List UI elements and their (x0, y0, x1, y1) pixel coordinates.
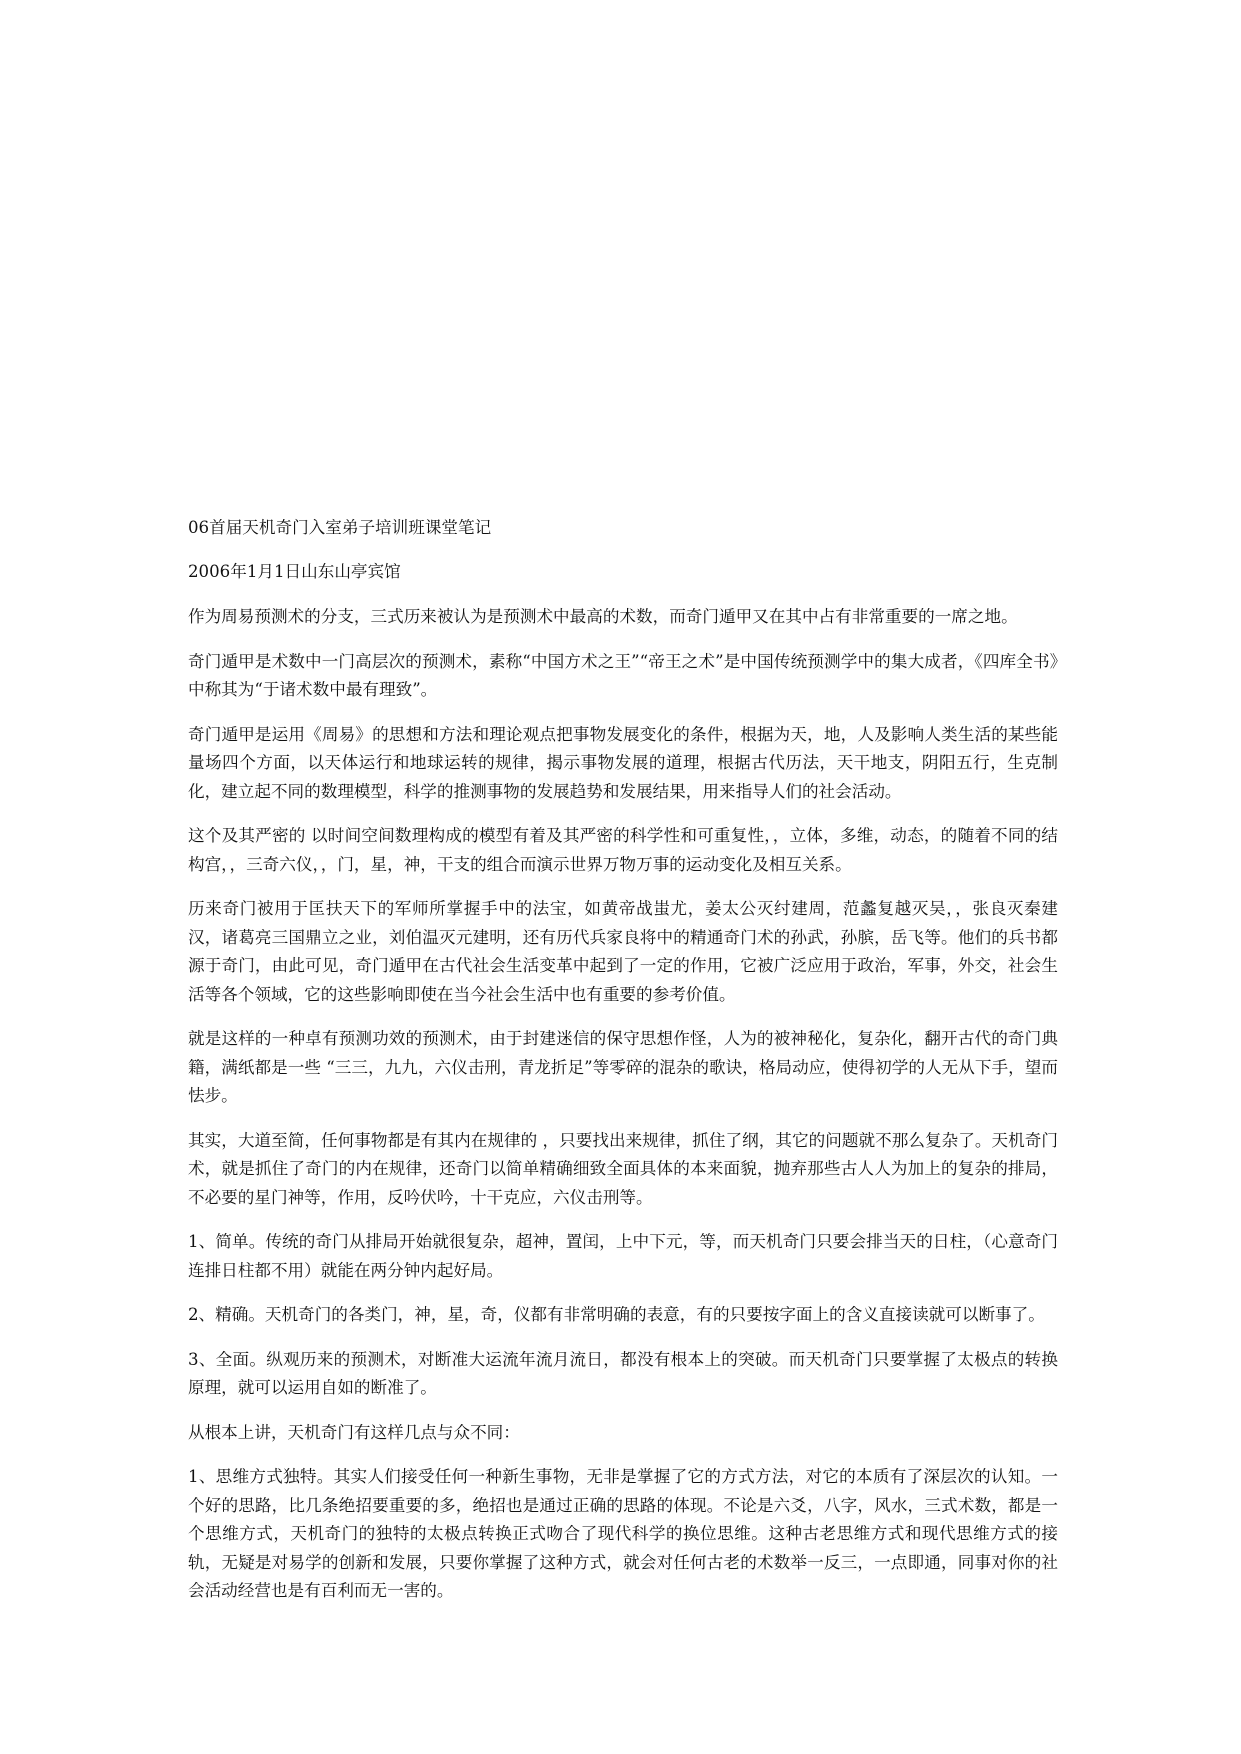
list-item-1: 1、简单。传统的奇门从排局开始就很复杂，超神，置闰，上中下元，等，而天机奇门只要会排当天的日柱，（心意奇门连排日柱都不用）就能在两分钟内起好局。 (188, 1232, 1058, 1280)
list-item-3: 3、全面。纵观历来的预测术，对断准大运流年流月流日，都没有根本上的突破。而天机奇门只要掌握了太极点的转换原理，就可以运用自如的断准了。 (188, 1349, 1058, 1397)
paragraph-3: 奇门遁甲是运用《周易》的思想和方法和理论观点把事物发展变化的条件，根据为天，地，人及影响人类生活的某些能量场四个方面，以天体运行和地球运转的规律，揭示事物发展的道理，根据古代历法，天干地支，阴阳五行，生克制化，建立起不同的数理模型，科学的推测事物的发展趋势和发展结果，用来指导人们的社会活动。 (188, 724, 1058, 801)
document-page (188, 514, 1058, 1622)
paragraph-4: 这个及其严密的 以时间空间数理构成的模型有着及其严密的科学性和可重复性，，立体，多维，动态，的随着不同的结构宫，，三奇六仪，，门，星，神，干支的组合而演示世界万物万事的运动变化及相互关系。 (188, 826, 1058, 874)
list-item-2: 2、精确。天机奇门的各类门，神，星，奇，仪都有非常明确的表意，有的只要按字面上的含义直接读就可以断事了。 (188, 1305, 1045, 1324)
paragraph-7: 其实，大道至简，任何事物都是有其内在规律的 ，只要找出来规律，抓住了纲，其它的问题就不那么复杂了。天机奇门术，就是抓住了奇门的内在规律，还奇门以简单精确细致全面具体的本来面貌，抛弃那些古人人为加上的复杂的排局，不必要的星门神等，作用，反吟伏吟，十干克应，六仪击刑等。 (188, 1130, 1058, 1207)
paragraph-1: 作为周易预测术的分支，三式历来被认为是预测术中最高的术数，而奇门遁甲又在其中占有非常重要的一席之地。 (188, 607, 1018, 626)
paragraph-2: 奇门遁甲是术数中一门高层次的预测术，素称“中国方术之王”“帝王之术”是中国传统预测学中的集大成者，《四库全书》中称其为“于诸术数中最有理致”。 (188, 651, 1058, 699)
point-item-1: 1、思维方式独特。其实人们接受任何一种新生事物，无非是掌握了它的方式方法，对它的本质有了深层次的认知。一个好的思路，比几条绝招要重要的多，绝招也是通过正确的思路的体现。不论是六爻，八字，风水，三式术数，都是一个思维方式，天机奇门的独特的太极点转换正式吻合了现代科学的换位思维。这种古老思维方式和现代思维方式的接轨，无疑是对易学的创新和发展，只要你掌握了这种方式，就会对任何古老的术数举一反三，一点即通，同事对你的社会活动经营也是有百利而无一害的。 (188, 1467, 1058, 1600)
section-intro: 从根本上讲，天机奇门有这样几点与众不同： (188, 1422, 520, 1442)
document-date-location: 2006年1月1日山东山亭宾馆 (188, 561, 401, 581)
document-title: 06首届天机奇门入室弟子培训班课堂笔记 (188, 518, 492, 537)
paragraph-5: 历来奇门被用于匡扶天下的军师所掌握手中的法宝，如黄帝战蚩尤，姜太公灭纣建周，范蠡复越灭吴，，张良灭秦建汉，诸葛亮三国鼎立之业，刘伯温灭元建明，还有历代兵家良将中的精通奇门术的孙武，孙膑，岳飞等。他们的兵书都源于奇门，由此可见，奇门遁甲在古代社会生活变革中起到了一定的作用，它被广泛应用于政治，军事，外交，社会生活等各个领域，它的这些影响即使在当今社会生活中也有重要的参考价值。 (188, 899, 1058, 1004)
paragraph-6: 就是这样的一种卓有预测功效的预测术，由于封建迷信的保守思想作怪，人为的被神秘化，复杂化，翻开古代的奇门典籍，满纸都是一些 “三三，九九，六仪击刑，青龙折足”等零碎的混杂的歌诀，格局动应，使得初学的人无从下手，望而怯步。 (188, 1029, 1058, 1105)
